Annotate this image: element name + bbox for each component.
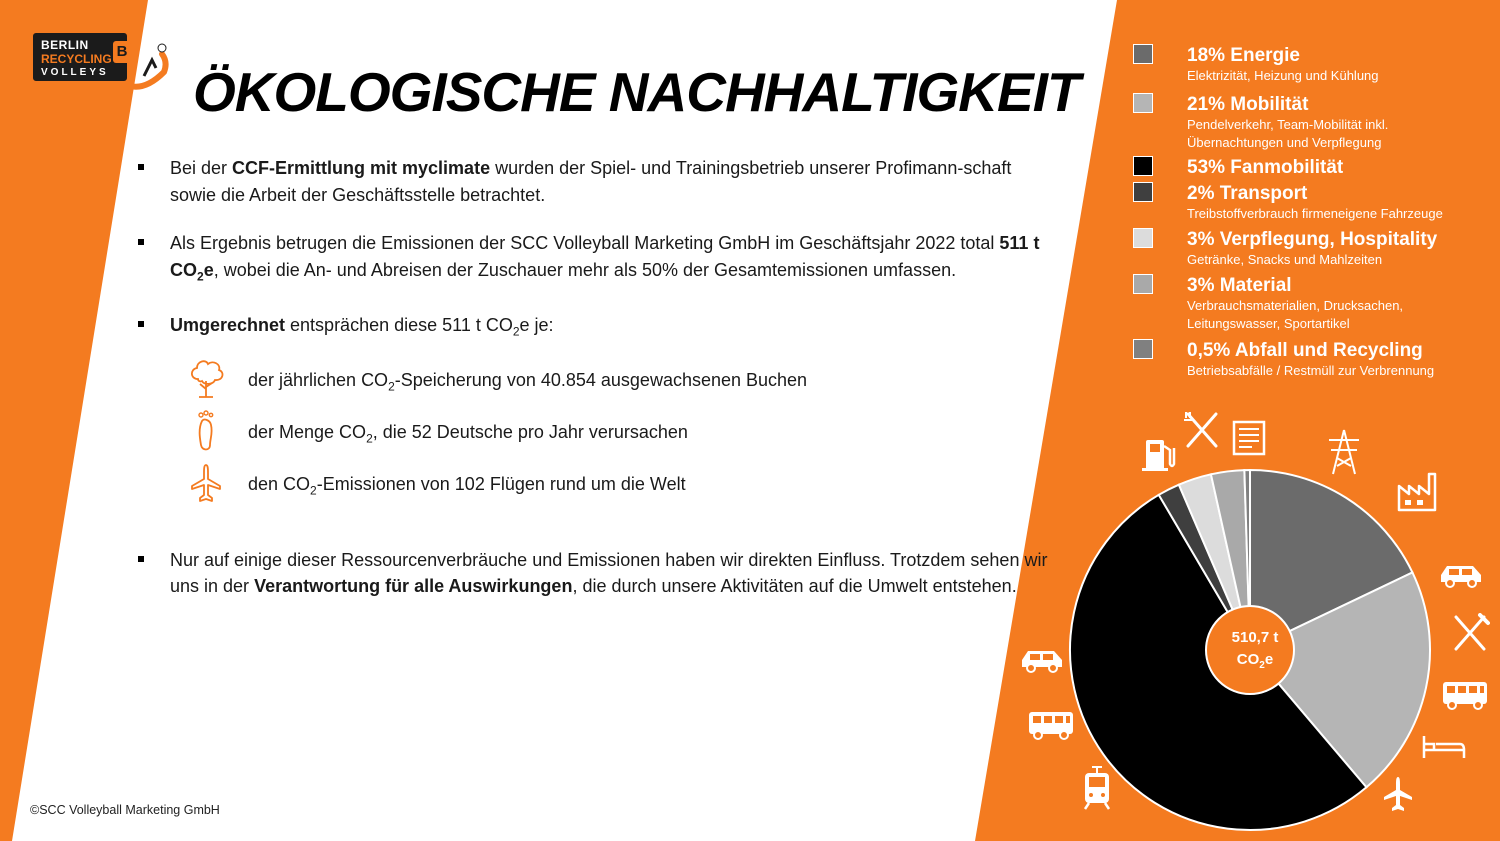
volleyball-player-icon [126,42,170,92]
cutlery-icon [1182,410,1222,450]
logo-line-1: BERLIN [41,38,89,52]
chart-legend [1133,44,1493,380]
legend-swatch [1133,274,1153,294]
legend-item-energie [1133,44,1493,85]
legend-label: 0,5% Abfall und Recycling [1187,340,1423,361]
pie-center-label [1215,627,1295,677]
tree-icon [186,357,226,401]
tram-icon [1080,765,1114,811]
legend-item-material [1133,274,1493,333]
legend-swatch [1133,182,1153,202]
equivalents-list [136,367,1056,523]
legend-label: 2% Transport [1187,183,1308,204]
legend-item-abfall [1133,339,1493,380]
bed-icon [1420,732,1468,760]
equivalent-trees: der jährlichen $CO_2$-Speicherung von 40.854 ausgewachsenen Buchen [136,367,1056,419]
logo-badge-box [30,30,130,84]
footprint-icon [186,409,226,453]
logo-b-badge: B [113,41,131,63]
legend-description: Elektrizität, Heizung und Kühlung [1187,68,1379,83]
legend-description: Treibstoffverbrauch firmeneigene Fahrzeuge [1187,206,1443,221]
legend-swatch [1133,228,1153,248]
equivalent-flights: den $CO_2$-Emissionen von 102 Flügen rund um die Welt [136,471,1056,523]
legend-swatch [1133,156,1153,176]
equivalent-footprint: der Menge $CO_2$, die 52 Deutsche pro Jahr verursachen [136,419,1056,471]
cutlery-icon [1450,613,1490,653]
legend-item-transport [1133,182,1493,223]
bullet-conversion: Umgerechnet entsprächen diese 511 t $CO_2e$ je: [136,312,1056,345]
bullet-ccf-method: Bei der CCF-Ermittlung mit myclimate wurden der Spiel- und Trainingsbetrieb unserer Profimann-schaft sowie die Arbeit der Geschäftsstelle betrachtet. [136,155,1056,208]
legend-label: 53% Fanmobilität [1187,157,1344,178]
copyright-notice: ©SCC Volleyball Marketing GmbH [30,803,220,817]
legend-description: Getränke, Snacks und Mahlzeiten [1187,252,1383,267]
airplane-icon [1380,775,1416,815]
pie-center-unit: $CO_2e$ [1236,651,1274,671]
legend-item-verpflegung [1133,228,1493,269]
legend-swatch [1133,44,1153,64]
legend-swatch [1133,93,1153,113]
legend-description: Betriebsabfälle / Restmüll zur Verbrennung [1187,363,1435,378]
left-orange-band [0,0,148,841]
bullet-list [136,155,1056,622]
legend-item-mobilitaet [1133,93,1493,152]
page-title: ÖKOLOGISCHE NACHHALTIGKEIT [193,61,1080,123]
pie-center-total: 510,7 t [1231,629,1279,646]
legend-label: 18% Energie [1187,45,1300,66]
fuel-pump-icon [1140,430,1180,474]
legend-label: 3% Material [1187,275,1292,296]
document-icon [1230,420,1270,456]
club-logo [30,30,170,96]
legend-swatch [1133,339,1153,359]
legend-item-fanmobilitaet [1133,156,1493,179]
car-icon [1018,645,1066,675]
bus-icon [1026,708,1076,742]
bullet-responsibility: Nur auf einige dieser Ressourcenverbräuche und Emissionen haben wir direkten Einfluss. Trotzdem sehen wir uns in der Verantwortung für alle Auswirkungen, die durch unsere Aktivitäten auf die Umwelt entstehen. [136,547,1056,600]
factory-icon [1395,470,1439,512]
car-icon [1437,560,1485,590]
airplane-icon [186,461,226,505]
bus-icon [1440,678,1490,712]
legend-description: Pendelverkehr, Team-Mobilität inkl. Übernachtungen und Verpflegung [1187,117,1389,150]
logo-line-3: VOLLEYS [41,67,109,78]
bullet-emission-result: Als Ergebnis betrugen die Emissionen der SCC Volleyball Marketing GmbH im Geschäftsjahr 2022 total 511 t $CO_2e$, wobei die An- und Abreisen der Zuschauer mehr als 50% der Gesamtemissionen umfassen. [136,230,1056,290]
power-tower-icon [1325,428,1363,476]
legend-label: 21% Mobilität [1187,94,1309,115]
legend-description: Verbrauchsmaterialien, Drucksachen, Leitungswasser, Sportartikel [1187,298,1404,331]
logo-line-2: RECYCLING [41,52,112,66]
legend-label: 3% Verpflegung, Hospitality [1187,229,1438,250]
